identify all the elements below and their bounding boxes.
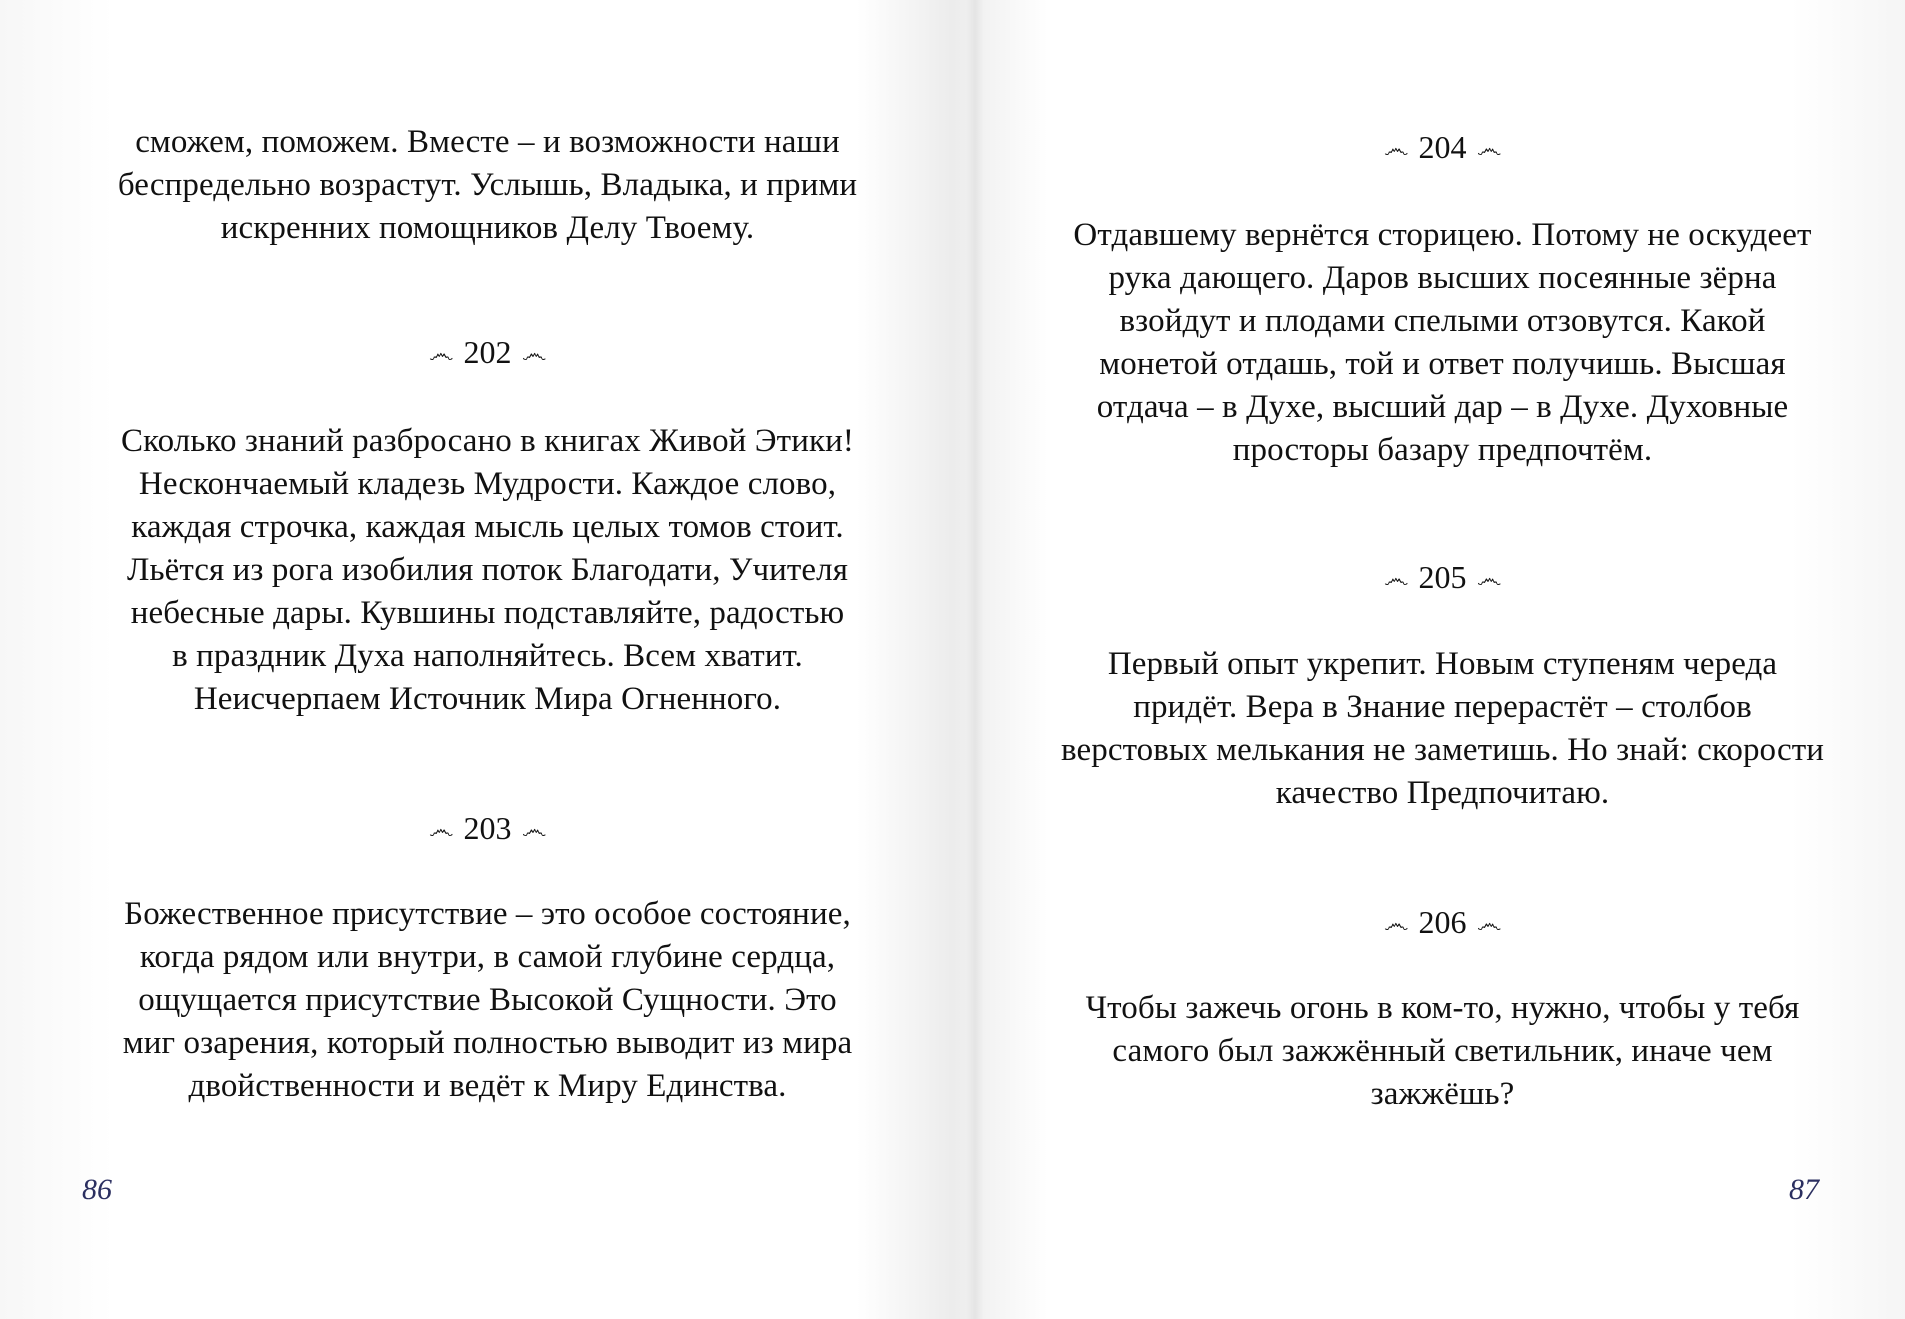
text-line: небесные дары. Кувшины подставляйте, радостью: [130, 595, 845, 631]
section-number: 203: [463, 810, 512, 846]
scroll-flourish-icon: ෴: [1476, 909, 1502, 938]
text-line: зажжёшь?: [1370, 1076, 1515, 1112]
text-line: отдача – в Духе, высший дар – в Духе. Духовные: [1096, 389, 1789, 425]
text-line: миг озарения, который полностью выводит из мира: [122, 1025, 853, 1061]
text-line: Чтобы зажечь огонь в ком-то, нужно, чтобы у тебя: [1085, 990, 1800, 1026]
page-number-right: 87: [1789, 1173, 1819, 1206]
section-206-text: [975, 987, 1905, 1116]
text-line: монетой отдашь, той и ответ получишь. Высшая: [1099, 346, 1786, 382]
continuation-paragraph: [0, 121, 975, 250]
section-heading-203: [0, 808, 975, 848]
text-line: беспредельно возрастут. Услышь, Владыка, и прими: [117, 167, 858, 203]
text-line: верстовых мелькания не заметишь. Но знай: скорости: [1060, 732, 1825, 768]
text-line: в праздник Духа наполняйтесь. Всем хватит.: [172, 638, 803, 674]
section-heading-204: [975, 127, 1905, 167]
scroll-flourish-icon: ෴: [428, 339, 454, 368]
text-line: Сколько знаний разбросано в книгах Живой Этики!: [121, 423, 854, 459]
text-line: качество Предпочитаю.: [1275, 775, 1610, 811]
section-number: 205: [1418, 559, 1467, 595]
section-203-text: [0, 893, 975, 1108]
text-line: Льётся из рога изобилия поток Благодати, Учителя: [126, 552, 849, 588]
section-202-text: [0, 420, 975, 721]
text-line: каждая строчка, каждая мысль целых томов стоит.: [131, 509, 844, 545]
text-line: двойственности и ведёт к Миру Единства.: [188, 1068, 787, 1104]
text-line: Божественное присутствие – это особое состояние,: [124, 896, 851, 932]
text-line: взойдут и плодами спелыми отзовутся. Какой: [1119, 303, 1766, 339]
section-number: 204: [1418, 129, 1467, 165]
section-205-text: [975, 643, 1905, 815]
text-line: Первый опыт укрепит. Новым ступеням череда: [1107, 646, 1778, 682]
section-heading-202: [0, 332, 975, 372]
text-line: сможем, поможем. Вместе – и возможности наши: [135, 124, 840, 160]
text-line: самого был зажжённый светильник, иначе чем: [1112, 1033, 1773, 1069]
scroll-flourish-icon: ෴: [1383, 134, 1409, 163]
scroll-flourish-icon: ෴: [1383, 909, 1409, 938]
text-line: придёт. Вера в Знание перерастёт – столбов: [1133, 689, 1752, 725]
scroll-flourish-icon: ෴: [521, 339, 547, 368]
text-line: ощущается присутствие Высокой Сущности. Это: [138, 982, 837, 1018]
scroll-flourish-icon: ෴: [1383, 564, 1409, 593]
section-number: 206: [1418, 904, 1467, 940]
scroll-flourish-icon: ෴: [521, 815, 547, 844]
text-line: Неисчерпаем Источник Мира Огненного.: [193, 681, 782, 717]
text-line: просторы базару предпочтём.: [1232, 432, 1653, 468]
text-line: Нескончаемый кладезь Мудрости. Каждое слово,: [138, 466, 837, 502]
page-number-left: 86: [82, 1173, 112, 1206]
section-number: 202: [463, 334, 512, 370]
section-heading-206: [975, 902, 1905, 942]
right-page: [975, 0, 1905, 1319]
text-line: рука дающего. Даров высших посеянные зёрна: [1108, 260, 1777, 296]
scroll-flourish-icon: ෴: [1476, 134, 1502, 163]
text-line: Отдавшему вернётся сторицею. Потому не оскудеет: [1073, 217, 1812, 253]
section-heading-205: [975, 557, 1905, 597]
scroll-flourish-icon: ෴: [428, 815, 454, 844]
text-line: искренних помощников Делу Твоему.: [220, 210, 755, 246]
scroll-flourish-icon: ෴: [1476, 564, 1502, 593]
text-line: когда рядом или внутри, в самой глубине сердца,: [139, 939, 836, 975]
section-204-text: [975, 214, 1905, 472]
